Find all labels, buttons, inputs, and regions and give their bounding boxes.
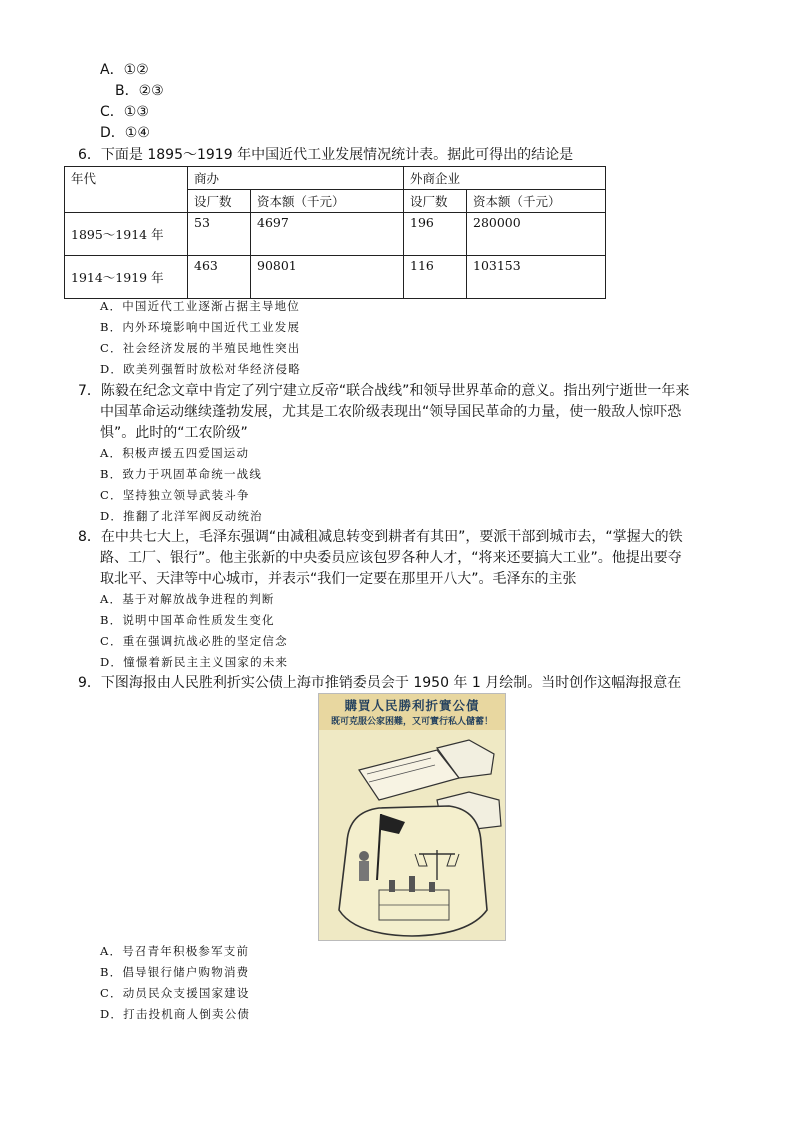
table-row (65, 213, 606, 256)
header-foreign: 外商企业 (404, 167, 606, 190)
industry-stats-table (64, 166, 606, 299)
header-dom-capital: 资本额（千元） (251, 190, 404, 213)
row-dom-factories: 463 (188, 256, 251, 299)
q8-option-c: C．重在强调抗战必胜的坚定信念 (100, 634, 288, 648)
q5-option-a: A．①② (100, 62, 149, 78)
q9-option-a: A．号召青年积极参军支前 (100, 944, 250, 958)
q6-option-b: B．内外环境影响中国近代工业发展 (100, 320, 301, 334)
row-era: 1895～1914 年 (65, 213, 188, 256)
q8-option-d: D．憧憬着新民主主义国家的未来 (100, 655, 289, 669)
q5-option-d: D．①④ (100, 125, 150, 141)
header-dom-factories: 设厂数 (188, 190, 251, 213)
q8-stem-line-3: 取北平、天津等中心城市，并表示“我们一定要在那里开八大”。毛泽东的主张 (100, 571, 577, 587)
row-for-capital: 103153 (467, 256, 606, 299)
q9-option-b: B．倡导银行储户购物消费 (100, 965, 250, 979)
poster-illustration (319, 730, 505, 940)
q9-option-d: D．打击投机商人倒卖公债 (100, 1007, 251, 1021)
q6-option-c: C．社会经济发展的半殖民地性突出 (100, 341, 301, 355)
row-dom-capital: 90801 (251, 256, 404, 299)
q7-option-a: A．积极声援五四爱国运动 (100, 446, 250, 460)
q6-stem: 6．下面是 1895～1919 年中国近代工业发展情况统计表。据此可得出的结论是 (78, 147, 574, 163)
q7-stem-line-1: 7．陈毅在纪念文章中肯定了列宁建立反帝“联合战线”和领导世界革命的意义。指出列宁逝世一年来 (78, 383, 690, 399)
row-dom-capital: 4697 (251, 213, 404, 256)
row-era: 1914～1919 年 (65, 256, 188, 299)
q5-option-b: B．②③ (115, 83, 164, 99)
q6-option-a: A．中国近代工业逐渐占据主导地位 (100, 299, 301, 313)
q7-stem-line-2: 中国革命运动继续蓬勃发展，尤其是工农阶级表现出“领导国民革命的力量，使一般敌人惊吓恐 (100, 404, 682, 420)
q5-option-c: C．①③ (100, 104, 149, 120)
poster-title: 購買人民勝利折實公債 (344, 698, 480, 713)
q9-stem: 9．下图海报由人民胜利折实公债上海市推销委员会于 1950 年 1 月绘制。当时创作这幅海报意在 (78, 675, 682, 691)
row-for-factories: 116 (404, 256, 467, 299)
header-for-factories: 设厂数 (404, 190, 467, 213)
q7-option-d: D．推翻了北洋军阀反动统治 (100, 509, 263, 523)
header-era: 年代 (65, 167, 188, 213)
row-for-capital: 280000 (467, 213, 606, 256)
poster-subtitle: 既可克服公家困難，又可實行私人儲蓄！ (330, 717, 493, 727)
q7-option-b: B．致力于巩固革命统一战线 (100, 467, 263, 481)
q7-stem-line-3: 惧”。此时的“工农阶级” (100, 425, 248, 441)
q9-option-c: C．动员民众支援国家建设 (100, 986, 250, 1000)
header-for-capital: 资本额（千元） (467, 190, 606, 213)
q8-stem-line-2: 路、工厂、银行”。他主张新的中央委员应该包罗各种人才，“将来还要搞大工业”。他提出要夺 (100, 550, 682, 566)
q6-option-d: D．欧美列强暂时放松对华经济侵略 (100, 362, 301, 376)
q8-stem-line-1: 8．在中共七大上，毛泽东强调“由减租减息转变到耕者有其田”，要派干部到城市去，“掌握大的铁 (78, 529, 683, 545)
q7-option-c: C．坚持独立领导武装斗争 (100, 488, 250, 502)
row-for-factories: 196 (404, 213, 467, 256)
bond-poster-image (318, 693, 506, 941)
q8-option-a: A．基于对解放战争进程的判断 (100, 592, 275, 606)
header-domestic: 商办 (188, 167, 404, 190)
q8-option-b: B．说明中国革命性质发生变化 (100, 613, 275, 627)
row-dom-factories: 53 (188, 213, 251, 256)
table-row (65, 256, 606, 299)
